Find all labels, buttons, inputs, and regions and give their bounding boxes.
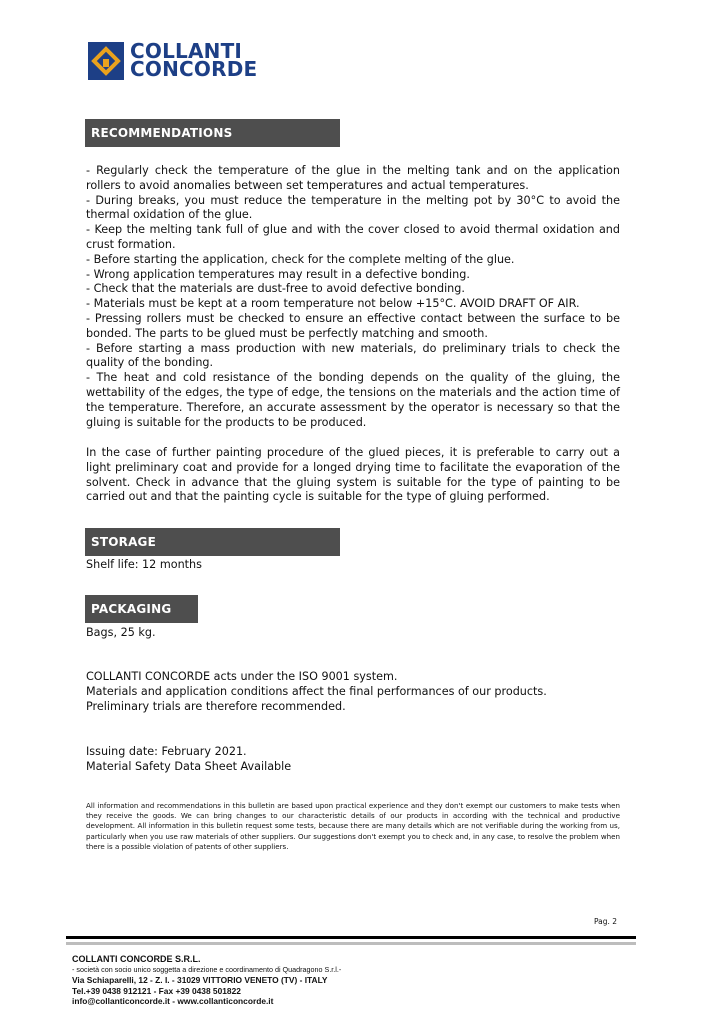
footer-company: COLLANTI CONCORDE S.R.L. <box>72 954 201 964</box>
footer-rule <box>66 936 636 939</box>
footer-phone: Tel.+39 0438 912121 - Fax +39 0438 501822 <box>72 985 241 996</box>
footer-address: Via Schiaparelli, 12 - Z. I. - 31029 VITTORIO VENETO (TV) - ITALY <box>72 975 328 986</box>
iso-line: Materials and application conditions affect the final performances of our products. <box>86 684 547 698</box>
footer-web: info@collanticoncorde.it - www.collanticoncorde.it <box>72 996 274 1007</box>
painting-paragraph: In the case of further painting procedure of the glued pieces, it is preferable to carry out a light preliminary coat and provide for a longed drying time to facilitate the evaporation of the solvent. Check in advance that the gluing system is suitable for the type of painting to be carried out and that the painting cycle is suitable for the type of gluing performed. <box>86 446 620 504</box>
section-header-packaging: PACKAGING <box>85 595 198 623</box>
section-header-recommendations: RECOMMENDATIONS <box>85 119 340 147</box>
issue-block <box>86 745 291 775</box>
list-item: - Before starting a mass production with new materials, do preliminary trials to check the quality of the bonding. <box>86 341 620 370</box>
disclaimer-text: All information and recommendations in this bulletin are based upon practical experience and they don't exempt our customers to make tests when they receive the goods. We can bring changes to our characteristic details of our products in according with the technical and productive development. All information in this bulletin request some tests, because there are many details which are not verifiable during the working from us, particularly when you use raw materials of other suppliers. Our suggestions don't exempt you to check and, in any case, to resolve the problem when there is a possible violation of patents of other suppliers. <box>86 801 620 851</box>
footer-note: - società con socio unico soggetta a direzione e coordinamento di Quadragono S.r.l.- <box>72 964 342 974</box>
packaging-text: Bags, 25 kg. <box>86 626 156 639</box>
iso-block <box>86 670 547 714</box>
list-item: - Keep the melting tank full of glue and with the cover closed to avoid thermal oxidation and crust formation. <box>86 223 620 251</box>
list-item: - Regularly check the temperature of the glue in the melting tank and on the application rollers to avoid anomalies between set temperatures and actual temperatures. <box>86 164 620 192</box>
storage-text: Shelf life: 12 months <box>86 558 202 571</box>
logo-line2: CONCORDE <box>130 57 258 81</box>
page-number: Pag. 2 <box>594 917 618 926</box>
list-item: - Check that the materials are dust-free to avoid defective bonding. <box>86 282 465 296</box>
list-item: - Before starting the application, check for the complete melting of the glue. <box>86 252 515 266</box>
company-logo <box>88 39 308 84</box>
footer <box>72 954 341 1007</box>
logo-line1: COLLANTI <box>130 39 243 63</box>
list-item: - During breaks, you must reduce the temperature in the melting pot by 30°C to avoid the thermal oxidation of the glue. <box>86 193 620 222</box>
list-item: - Wrong application temperatures may result in a defective bonding. <box>86 267 470 281</box>
issue-date: Issuing date: February 2021. <box>86 745 247 758</box>
list-item: - Pressing rollers must be checked to ensure an effective contact between the surface to be bonded. The parts to be glued must be perfectly matching and smooth. <box>86 311 620 340</box>
list-item: - The heat and cold resistance of the bonding depends on the quality of the gluing, the wettability of the edges, the type of edge, the tensions on the materials and the action time of the temperature. Therefore, an accurate assessment by the operator is necessary so that the gluing is suitable for the products to be produced. <box>86 371 620 429</box>
iso-line: Preliminary trials are therefore recommended. <box>86 699 346 713</box>
iso-line: COLLANTI CONCORDE acts under the ISO 9001 system. <box>86 670 398 683</box>
recommendations-list <box>86 164 620 430</box>
footer-rule-light <box>66 942 636 945</box>
msds-note: Material Safety Data Sheet Available <box>86 759 292 773</box>
logo-mark-icon <box>88 42 124 80</box>
section-header-storage: STORAGE <box>85 528 340 556</box>
list-item: - Materials must be kept at a room temperature not below +15°C. AVOID DRAFT OF AIR. <box>86 297 580 311</box>
